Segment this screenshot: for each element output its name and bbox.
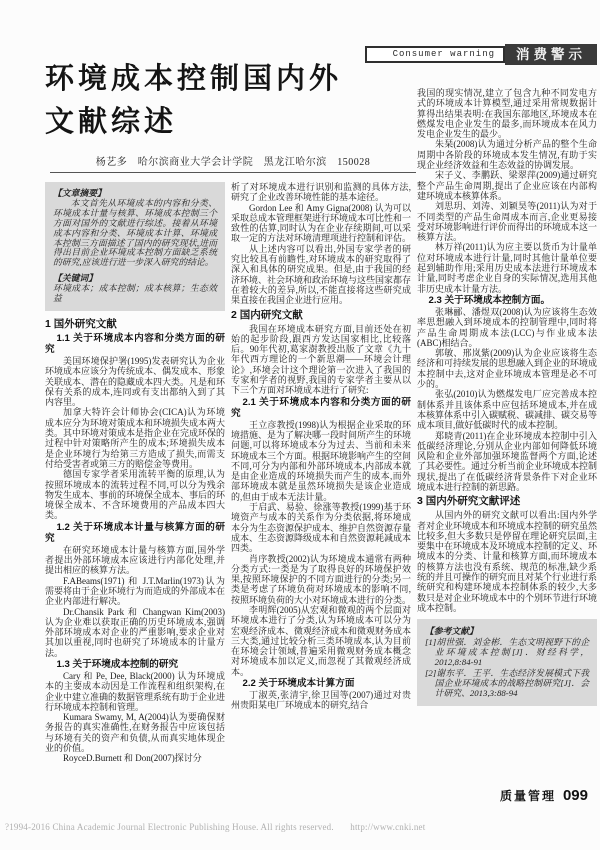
paragraph: F.ABeams(1971) 和 J.T.Marlin(1973)认为需要将由于企业环境行为而造成的外部成本在企业内部进行解决。: [45, 575, 225, 607]
subsection-heading: 2.1 关于环境成本内容和分类方面的研究: [231, 396, 411, 419]
references-box: [417, 619, 597, 706]
section-heading: 3 国内外研究文献评述: [417, 495, 521, 508]
section-heading: 2 国内研究文献: [231, 308, 303, 321]
paragraph: 肖序教授(2002)认为环境成本通常有两种分类方式:一类是为了取得良好的环境保护效果,按照环境保护的不同方面进行的分类;另一类是考虑了环境负荷对环境成本的影响不同,按照环境负荷的大小对环境成本进行的分类。: [231, 553, 411, 605]
paragraph: Cary 和 Pe, Dee, Black(2000) 认为环境成本的主要成本动因是工作流程和组织架构,在企业中建立准确的数据管理系统有助于企业进行环境成本控制和管理。: [45, 670, 225, 712]
paragraph: 林万祥(2011)认为应主要以货币为计量单位对环境成本进行计量,同时其他计量单位要起到辅助作用;采用历史成本法进行环境成本计量,同时考虑企业自身的实际情况,选用其他非历史成本计量方法。: [417, 242, 597, 294]
paragraph: 从上述内容可以看出,外国专家学者的研究比较具有前瞻性,对环境成本的研究取得了深入和具体的研究成果。但是,由于我国的经济环境、社会环境和政治环境与这些国家都存在着较大的差异,所以,不能直接将这些研究成果直接在我国企业进行应用。: [231, 243, 411, 306]
paragraph: Dr.Chansik Park 和 Changwan Kim(2003)认为企业难以获取正确的历史环境成本,强调外部环境成本对企业的严重影响,要求企业对其加以重视,同时也研究了环境成本的计量方法。: [45, 606, 225, 658]
section-heading: 1 国外研究文献: [45, 317, 117, 330]
consumer-warning-label: Consumer warning: [365, 46, 505, 63]
article-title-line1: 环境成本控制国内外: [45, 63, 343, 95]
abstract-box: [45, 182, 225, 311]
reference-item: [1]胡世强．刘金彬．生态文明视野下的企业环境成本控制[J]．财经科学，2012,8:84-91: [425, 637, 589, 668]
subsection-heading: 1.1 关于环境成本内容和分类方面的研究: [45, 332, 225, 355]
article-title-line2: 文献综述: [45, 106, 178, 138]
references-list: [425, 637, 589, 698]
keywords-heading: 【关键词】: [53, 273, 97, 284]
journal-section-label: 质量管理: [499, 789, 556, 803]
abstract-heading: 【文章摘要】: [53, 188, 106, 198]
copyright-line: [5, 822, 597, 832]
paragraph: 张弘(2010)认为燃煤发电厂应完善成本控制体系并且该体系中应包括环境成本,并在成本核算体系中引入碳赋税、碳减排、碳交易等成本项目,做好低碳时代的成本控制。: [417, 389, 597, 431]
copyright-url: http://www.cnki.net: [350, 822, 426, 832]
byline: 杨艺多 哈尔滨商业大学会计学院 黑龙江哈尔滨 150028: [50, 153, 416, 173]
column-right: [417, 88, 597, 788]
subsection-heading: 2.3 关于环境成本控制方面。: [428, 294, 551, 306]
paragraph: 李明辉(2005)从宏观和微观的两个层面对环境成本进行了分类,认为环境成本可以分为宏观经济成本、微观经济成本和微观财务成本三大类,通过比较分析三类环境成本,认为目前在环境会计领域,普遍采用微观财务成本概念对环境成本加以定义,而忽视了其微观经济成本。: [231, 604, 411, 677]
paragraph: 郑晓青(2011)在企业环境成本控制中引入低碳经济理论,分别从企业内部如何降低环境风险和企业外部加强环境监督两个方面,论述了其必要性。通过分析当前企业环境成本控制现状,提出了在低碳经济背景条件下对企业环境成本进行控制的新思路。: [417, 430, 597, 492]
paragraph: 德国专家学者采用流转平衡的原理,认为按照环境成本的流转过程不同,可以分为残余物发生成本、事前的环境保全成本、事后的环境保全成本、不含环境费用的产品成本四大类。: [45, 469, 225, 521]
middle-column-text: [231, 182, 411, 711]
paragraph: RoyceD.Burnett 和 Don(2007)探讨分: [63, 753, 202, 764]
column-middle: [231, 182, 411, 774]
page-number: 099: [562, 787, 588, 804]
paragraph: 我国的现实情况,建立了包含九种不同发电方式的环境成本计算模型,通过采用常规数据计算得出结果表明:在我国东部地区,环境成本在燃煤发电企业发生的最多,而环境成本在风力发电企业发生的最少。: [417, 88, 597, 140]
paragraph: 我国在环境成本研究方面,目前还处在初始的起步阶段,跟西方发达国家相比,比较落后。90年代初,葛家澍教授出版了文章《九十年代西方理论的一个新思潮——环境会计理论》,环境会计这个理论第一次进入了我国的专家和学者的视野,我国的专家学者主要从以下三个方面对环境成本进行了研究:: [231, 323, 411, 396]
copyright-text: ?1994-2016 China Academic Journal Electronic Publishing House. All rights reserved.: [5, 822, 334, 832]
article-title: [45, 58, 415, 144]
paragraph: 析了对环境成本进行识别和监测的具体方法,研究了企业改善环境性能的基本途径。: [231, 182, 411, 203]
paragraph: 宋子义、李鹏跃、梁翠萍(2009)通过研究整个产品生命周期,提出了企业应该在内部构建环境成本核算体系。: [417, 170, 597, 201]
paragraph: 朱琹(2008)认为通过分析产品的整个生命周期中各阶段的环境成本发生情况,有助于实现企业经济效益和生态效益的协调发展。: [417, 139, 597, 171]
paragraph: 王立彦教授(1998)认为根据企业采取的环境措施、是为了解决哪一段时间所产生的环境问题,可以将环境成本分为过去、当前和未来环境成本三个方面。根据环境影响产生的空间不同,可分为内部和外部环境成本,内部成本就是由企业造成的环境损失而产生的成本,而外部环境成本就是虽然环境损失是该企业造成的,但由于成本无法计量。: [231, 419, 411, 502]
paragraph: 刘思玥、刘涛、刘颖昊等(2011)认为对于不同类型的产品生命周成本而言,企业更易接受对环境影响进行评价而得出的环境成本这一核算方法。: [417, 201, 597, 243]
reference-item: [2]谢东平．王平．生态经济发展模式下我国企业环境成本的战略控制研究[J]．会计研究、2013,3:88-94: [425, 668, 589, 699]
paragraph: Kumara Swamy, M, A(2004)认为要确保财务报告的真实准确性,在财务报告中应该包括与环境有关的资产和负债,从而真实地体现企业的价值。: [45, 712, 225, 754]
paragraph: 于启武、易验、徐涨等教授(1999)基于环境资产与成本的关系作为分类依据,将环境成本分为生态资源保护成本、维护自然资源存量成本、生态资源降级成本和自然资源耗减成本四类。: [231, 502, 411, 554]
keywords: 环境成本；成本控制；成本核算；生态效益: [53, 283, 217, 304]
paragraph: 美国环境保护署(1995)发表研究认为企业环境成本应该分为传统成本、偶发成本、形象关联成本、潜在的隐藏成本四大类。凡是和环保有关系的成本,连同或有支出都纳入到了其内容里。: [45, 355, 225, 408]
left-column-text: [45, 318, 225, 764]
consumer-warning-badge: 消费警示: [505, 44, 597, 65]
column-left: [45, 182, 225, 774]
subsection-heading: 1.3 关于环境成本控制的研究: [56, 658, 179, 670]
subsection-heading: 1.2 关于环境成本计量与核算方面的研究: [45, 521, 225, 544]
subsection-heading: 2.2 关于环境成本计算方面: [242, 678, 355, 690]
references-heading: 【参考文献】: [425, 626, 478, 637]
paragraph: 郭敏、邢岚紫(2009)认为企业应该将生态经济和可持续发展的思想融入到企业的环境成本控制中去,这对企业环境成本管理是必不可少的。: [417, 348, 597, 390]
paragraph: 从国内外的研究文献可以看出:国内外学者对企业环境成本和环境成本控制的研究虽然比较多,但大多数只是停留在理论研究层面,主要集中在环境成本及环境成本控制的定义、环境成本的分类、计量和核算方面,而环境成本的核算方法也没有系统、规范的标准,缺少系统的并且可操作的研究而且对某个行业进行系统研究和构建环境成本控制体系的较少,大多数只是对企业环境成本中的个别环节进行环境成本控制。: [417, 510, 597, 613]
abstract-body: 本文首先从环境成本的内容和分类、环境成本计量与核算、环境成本控制三个方面对国外的文献进行综述。接着从环境成本内容和分类、环境成本计算、环境成本控制三方面描述了国内的研究现状,进而得出目前企业环境成本控制方面缺乏系统的研究,应该进行进一步深入研究的结论。: [53, 197, 217, 268]
paragraph: 张琳郦、潘煜双(2008)认为应该将生态效率思想融入到环境成本的控制管理中,同时将产品生命周期成本法(LCC)与作业成本法(ABC)相结合。: [417, 306, 597, 348]
page-label: [500, 787, 588, 805]
paragraph: 加拿大特许会计师协会(CICA)认为环境成本应分为环境对策成本和环境损失成本两大类。其中环境对策成本是指企业在完成环保的过程中针对策略所产生的成本;环境损失成本是企业环境行为给第三方造成了损失,而需支付给受害者或第三方的赔偿金等费用。: [45, 407, 225, 469]
paragraph: 丁淑英,张清宇,徐卫国等(2007)通过对贵州贵阳某电厂环境成本的研究,结合: [231, 690, 411, 711]
paragraph: Gordon Lee 和 Amy Gigna(2008) 认为可以采取总成本管理框架进行环境成本可比性和一致性的估算,同时认为在企业存续期间,可以采取一定的方法对环境清理项进行控制和评估。: [231, 202, 411, 244]
right-column-text: [417, 88, 597, 613]
paragraph: 在研究环境成本计量与核算方面,国外学者提出外部环境成本应该进行内部化处理,并提出相应的核算方法。: [45, 544, 225, 576]
